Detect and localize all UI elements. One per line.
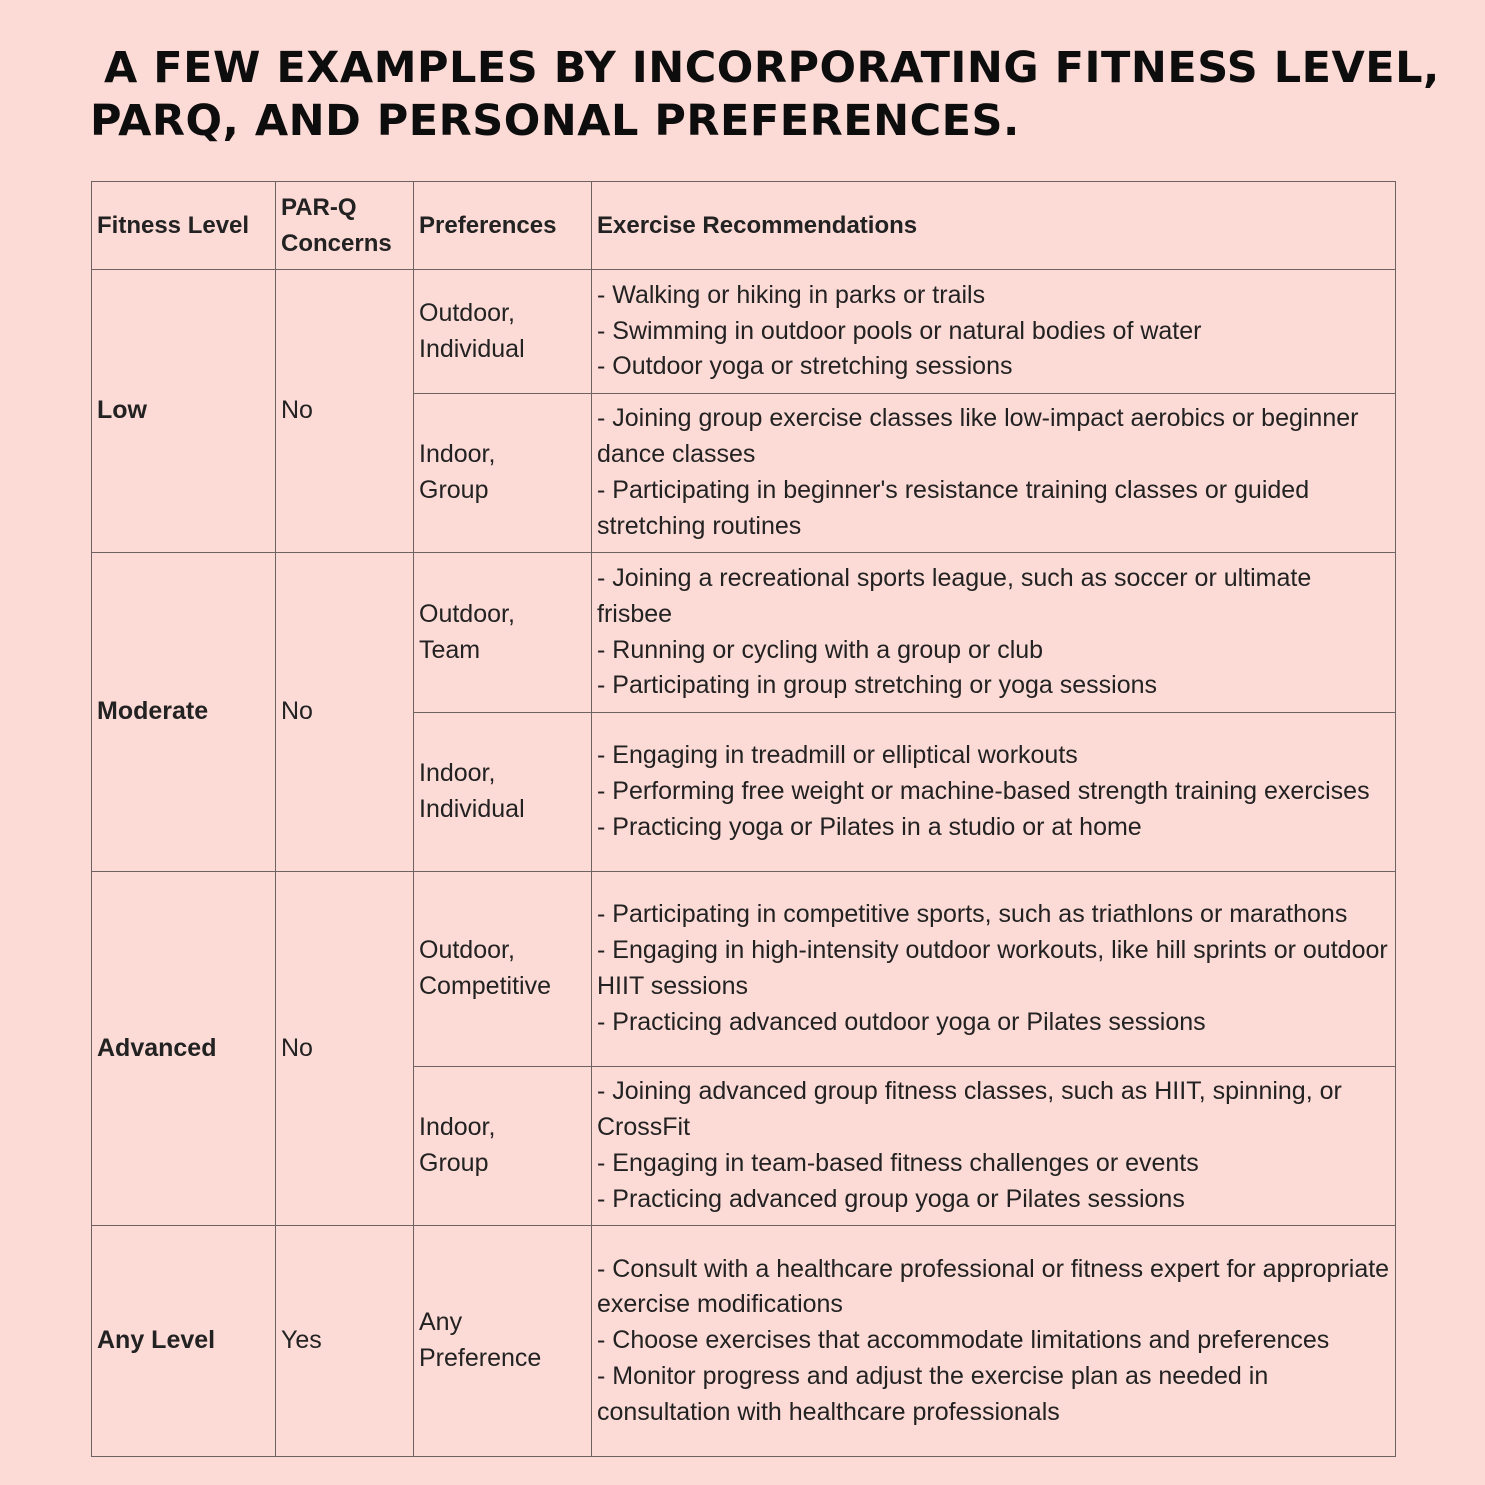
page-title-line-2: PARQ, AND PERSONAL PREFERENCES. xyxy=(90,96,1020,146)
recommendation-item: - Walking or hiking in parks or trails xyxy=(597,280,986,309)
table-header-row xyxy=(92,182,1396,270)
recommendation-item: - Engaging in treadmill or elliptical workouts xyxy=(597,741,1078,770)
recommendations-cell xyxy=(592,394,1396,553)
recommendations-cell xyxy=(592,270,1396,394)
preference-line: Team xyxy=(419,635,481,664)
preference-line: Competitive xyxy=(419,972,551,1000)
fitness-level-cell: Any Level xyxy=(92,1226,276,1457)
preference-line: Group xyxy=(419,476,489,504)
parq-concerns-cell: No xyxy=(276,553,414,872)
recommendations-cell xyxy=(592,1226,1396,1457)
recommendation-item: - Participating in group stretching or yoga sessions xyxy=(597,671,1158,700)
table-row xyxy=(92,872,1396,1067)
recommendation-item: - Joining advanced group fitness classes, such as HIIT, spinning, or CrossFit xyxy=(597,1077,1342,1142)
recommendations-cell xyxy=(592,553,1396,713)
parq-concerns-cell: Yes xyxy=(276,1226,414,1457)
page-title-line-1: A FEW EXAMPLES BY INCORPORATING FITNESS LEVEL, xyxy=(104,43,1440,93)
recommendation-item: - Joining a recreational sports league, such as soccer or ultimate frisbee xyxy=(597,563,1312,628)
preferences-cell xyxy=(414,553,592,713)
header-parq-concerns xyxy=(276,182,414,270)
preference-line: Indoor, xyxy=(419,440,496,469)
preference-line: Indoor, xyxy=(419,1113,496,1142)
recommendation-item: - Engaging in high-intensity outdoor workouts, like hill sprints or outdoor HIIT sessions xyxy=(597,936,1388,1000)
preference-line: Any xyxy=(419,1308,463,1337)
preferences-cell xyxy=(414,394,592,553)
header-exercise-recommendations: Exercise Recommendations xyxy=(592,182,1396,270)
preference-line: Outdoor, xyxy=(419,298,515,327)
preferences-cell xyxy=(414,1067,592,1226)
preference-line: Individual xyxy=(419,334,525,363)
table-row xyxy=(92,1226,1396,1457)
fitness-level-cell: Moderate xyxy=(92,553,276,872)
page-title xyxy=(90,42,1440,148)
preference-line: Outdoor, xyxy=(419,936,515,965)
recommendation-item: - Engaging in team-based fitness challenges or events xyxy=(597,1149,1199,1177)
fitness-level-cell: Low xyxy=(92,270,276,553)
header-preferences: Preferences xyxy=(414,182,592,270)
preference-line: Preference xyxy=(419,1344,542,1372)
parq-concerns-cell: No xyxy=(276,270,414,553)
recommendation-item: - Outdoor yoga or stretching sessions xyxy=(597,352,1013,381)
table-row xyxy=(92,270,1396,394)
preference-line: Indoor, xyxy=(419,759,496,788)
recommendation-item: - Running or cycling with a group or club xyxy=(597,635,1044,664)
recommendation-item: - Monitor progress and adjust the exercise plan as needed in consultation with healthcare professionals xyxy=(597,1361,1269,1426)
recommendations-cell xyxy=(592,872,1396,1067)
recommendation-item: - Practicing advanced outdoor yoga or Pilates sessions xyxy=(597,1007,1206,1036)
recommendation-item: - Choose exercises that accommodate limitations and preferences xyxy=(597,1326,1330,1355)
preferences-cell xyxy=(414,270,592,394)
preference-line: Individual xyxy=(419,795,525,823)
preferences-cell xyxy=(414,713,592,872)
parq-concerns-cell: No xyxy=(276,872,414,1226)
exercise-recommendations-table xyxy=(91,181,1396,1457)
fitness-level-cell: Advanced xyxy=(92,872,276,1226)
recommendation-item: - Performing free weight or machine-based strength training exercises xyxy=(597,777,1370,806)
recommendation-item: - Participating in beginner's resistance training classes or guided stretching routines xyxy=(597,476,1310,540)
recommendation-item: - Practicing yoga or Pilates in a studio or at home xyxy=(597,812,1142,841)
recommendation-item: - Joining group exercise classes like low-impact aerobics or beginner dance classes xyxy=(597,404,1359,469)
header-parq-line-2: Concerns xyxy=(281,229,392,257)
recommendations-cell xyxy=(592,1067,1396,1226)
preference-line: Group xyxy=(419,1149,489,1177)
recommendation-item: - Consult with a healthcare professional or fitness expert for appropriate exercise modifications xyxy=(597,1254,1390,1319)
table-row xyxy=(92,553,1396,713)
header-parq-line-1: PAR-Q xyxy=(281,193,357,221)
preferences-cell xyxy=(414,1226,592,1457)
recommendation-item: - Participating in competitive sports, such as triathlons or marathons xyxy=(597,900,1348,929)
preference-line: Outdoor, xyxy=(419,599,515,628)
recommendation-item: - Swimming in outdoor pools or natural bodies of water xyxy=(597,316,1202,345)
header-fitness-level: Fitness Level xyxy=(92,182,276,270)
recommendations-cell xyxy=(592,713,1396,872)
recommendation-item: - Practicing advanced group yoga or Pilates sessions xyxy=(597,1184,1185,1213)
preferences-cell xyxy=(414,872,592,1067)
